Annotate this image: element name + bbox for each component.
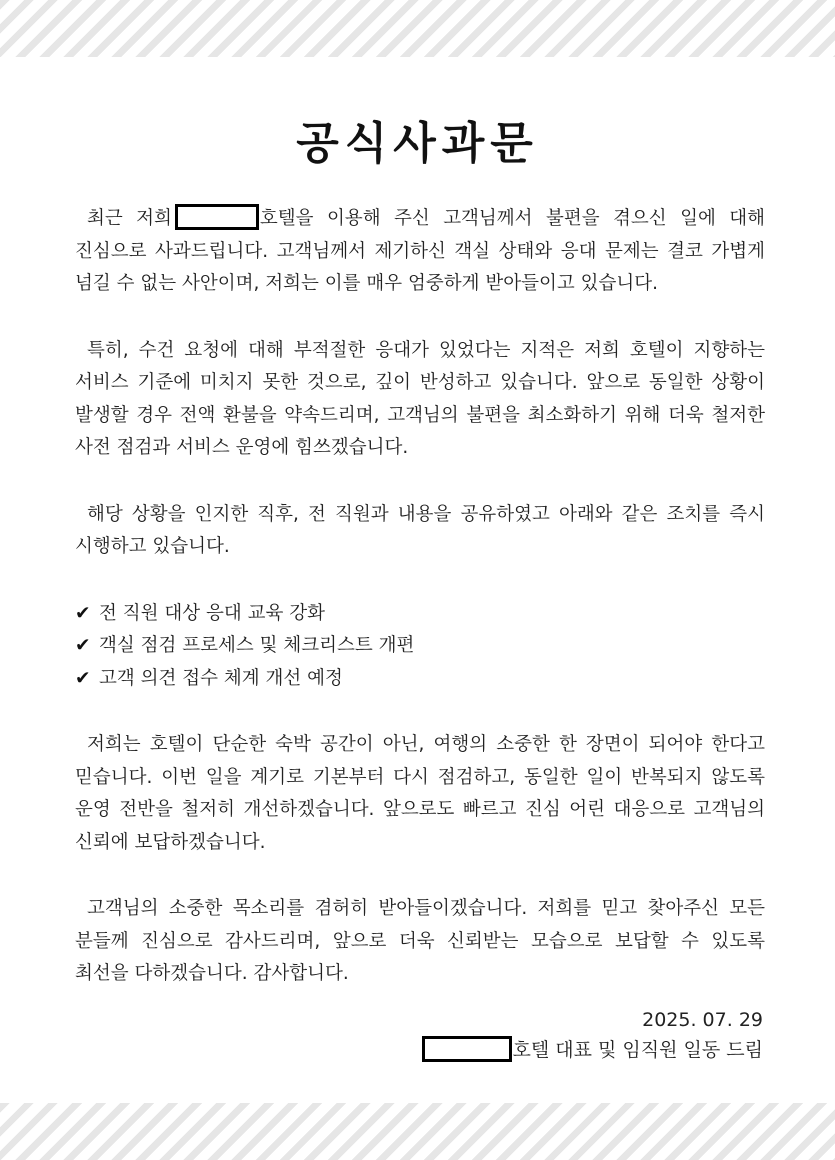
checklist-item-label: 객실 점검 프로세스 및 체크리스트 개편 [99, 635, 415, 656]
paragraph-3 [75, 499, 765, 564]
checklist-item-label: 고객 의견 접수 체계 개선 예정 [99, 667, 343, 689]
paragraph-1-suffix: 호텔을 이용해 주신 고객님께서 불편을 겪으신 일에 대해 진심으로 사과드립니다. 고객님께서 제기하신 객실 상태와 응대 문제는 결코 가볍게 넘길 수 없는 사안이며, 저희는 이를 매우 엄중하게 받아들이고 있습니다. [75, 208, 765, 294]
checkmark-icon: ✔ [75, 635, 91, 656]
checkmark-icon: ✔ [75, 602, 91, 624]
bottom-stripe-border [0, 1103, 835, 1160]
paragraph-2 [75, 335, 765, 465]
redacted-hotel-name [175, 204, 259, 230]
checklist-item [75, 630, 765, 663]
paragraph-3-text: 해당 상황을 인지한 직후, 전 직원과 내용을 공유하였고 아래와 같은 조치를 즉시 시행하고 있습니다. [75, 503, 765, 557]
paragraph-4 [75, 729, 765, 859]
action-checklist [75, 598, 765, 696]
top-stripe-border [0, 0, 835, 57]
paragraph-4-text: 저희는 호텔이 단순한 숙박 공간이 아닌, 여행의 소중한 한 장면이 되어야 한다고 믿습니다. 이번 일을 계기로 기본부터 다시 점검하고, 동일한 일이 반복되지 않도록 운영 전반을 철저히 개선하겠습니다. 앞으로도 빠르고 진심 어린 대응으로 고객님의 신뢰에 보답하겠습니다. [75, 734, 765, 853]
document-title: 공식사과문 [296, 118, 539, 169]
paragraph-1-prefix: 최근 저희 [87, 208, 172, 229]
paragraph-2-text: 특히, 수건 요청에 대해 부적절한 응대가 있었다는 지적은 저희 호텔이 지향하는 서비스 기준에 미치지 못한 것으로, 깊이 반성하고 있습니다. 앞으로 동일한 상황이 발생할 경우 전액 환불을 약속드리며, 고객님의 불편을 최소화하기 위해 더욱 철저한 사전 점검과 서비스 운영에 힘쓰겠습니다. [75, 339, 765, 458]
paragraph-1 [75, 203, 765, 301]
signature-line [419, 1035, 763, 1065]
paragraph-5-text: 고객님의 소중한 목소리를 겸허히 받아들이겠습니다. 저희를 믿고 찾아주신 모든 분들께 진심으로 감사드리며, 앞으로 더욱 신뢰받는 모습으로 보답할 수 있도록 최선을 다하겠습니다. 감사합니다. [75, 898, 765, 984]
redacted-hotel-name-signature [422, 1036, 512, 1062]
apology-body [75, 203, 765, 1025]
checklist-item [75, 598, 765, 631]
checkmark-icon: ✔ [75, 667, 91, 689]
signature-text: 호텔 대표 및 임직원 일동 드림 [512, 1039, 763, 1061]
checklist-item-label: 전 직원 대상 응대 교육 강화 [99, 602, 325, 624]
paragraph-5 [75, 893, 765, 991]
document-date: 2025. 07. 29 [642, 1009, 763, 1031]
checklist-item [75, 663, 765, 696]
